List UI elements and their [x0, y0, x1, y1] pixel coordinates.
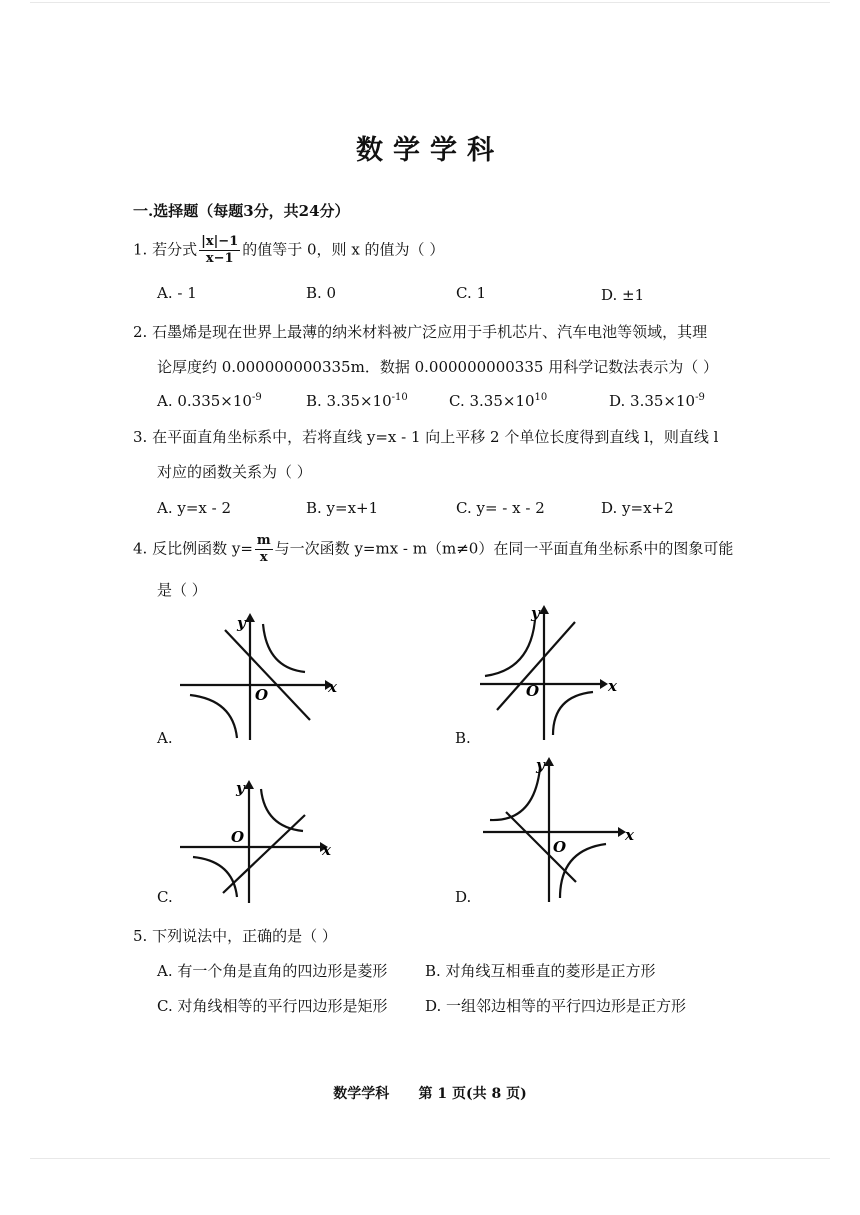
q1-option-c: C. 1 — [456, 284, 487, 302]
graph-d — [478, 750, 638, 905]
q1-prefix: 1. 若分式 — [133, 240, 198, 259]
graph-d-x-label: x — [625, 826, 634, 844]
q3-option-d: D. y=x+2 — [601, 499, 674, 517]
graph-d-hyperbola-branch-2 — [560, 844, 606, 898]
q5-option-d: D. 一组邻边相等的平行四边形是正方形 — [425, 997, 687, 1015]
q1-suffix: 的值等于 0，则 x 的值为（ ） — [242, 240, 445, 259]
graph-b-hyperbola-branch-1 — [485, 620, 535, 676]
page-title: 数学学科 — [356, 135, 504, 166]
q2-option-d-exp: -9 — [695, 392, 705, 403]
graph-d-origin-label: O — [553, 838, 567, 856]
top-rule — [30, 2, 830, 3]
q5-option-a: A. 有一个角是直角的四边形是菱形 — [157, 962, 388, 980]
graph-b-y-label: y — [531, 604, 540, 622]
q1-fraction — [199, 234, 240, 267]
graph-b-x-label: x — [608, 677, 617, 695]
graph-c-origin-label: O — [231, 828, 245, 846]
q2-option-b-base: B. 3.35×10 — [306, 392, 392, 410]
graph-a — [175, 610, 335, 745]
bottom-rule — [30, 1158, 830, 1159]
graph-c-hyperbola-branch-2 — [193, 857, 237, 897]
q1-frac-numerator: |x|−1 — [201, 234, 239, 249]
q1-option-b: B. 0 — [306, 284, 337, 302]
graph-b-x-arrow-icon — [600, 679, 608, 689]
q4-fraction — [255, 533, 273, 566]
question-5-stem: 5. 下列说法中，正确的是（ ） — [133, 927, 337, 945]
question-1-stem — [133, 234, 444, 267]
q4-prefix: 4. 反比例函数 y= — [133, 539, 253, 558]
graph-a-y-label: y — [237, 614, 246, 632]
question-4-line1 — [133, 533, 733, 566]
q2-option-d — [609, 392, 705, 410]
graph-b-origin-label: O — [526, 682, 540, 700]
graph-a-y-arrow-icon — [245, 613, 255, 622]
q3-option-c: C. y= - x - 2 — [456, 499, 545, 517]
q1-frac-denominator: x−1 — [205, 251, 234, 266]
q5-option-c: C. 对角线相等的平行四边形是矩形 — [157, 997, 388, 1015]
graph-b-y-arrow-icon — [539, 605, 549, 614]
q2-option-a-base: A. 0.335×10 — [157, 392, 252, 410]
q4-suffix: 与一次函数 y=mx - m（m≠0）在同一平面直角坐标系中的图象可能 — [274, 539, 734, 558]
graph-c-x-label: x — [322, 841, 331, 859]
graph-c — [175, 775, 335, 905]
q2-option-c — [449, 392, 547, 410]
graph-a-x-label: x — [328, 678, 337, 696]
graph-a-hyperbola-branch-1 — [263, 624, 305, 672]
q2-option-b — [306, 392, 408, 410]
graph-d-y-arrow-icon — [544, 757, 554, 766]
question-3-line2: 对应的函数关系为（ ） — [157, 463, 312, 481]
graph-c-line — [223, 815, 305, 893]
graph-d-label: D. — [455, 888, 472, 906]
q2-option-a-exp: -9 — [251, 392, 262, 403]
q2-option-a — [157, 392, 262, 410]
page-footer: 数学学科 第 1 页(共 8 页) — [333, 1086, 527, 1102]
graph-c-label: C. — [157, 888, 173, 906]
graph-d-hyperbola-branch-1 — [490, 768, 540, 820]
q2-option-c-exp: 10 — [534, 392, 548, 403]
q3-option-b: B. y=x+1 — [306, 499, 379, 517]
graph-c-y-arrow-icon — [244, 780, 254, 789]
question-2-line1: 2. 石墨烯是现在世界上最薄的纳米材料被广泛应用于手机芯片、汽车电池等领域，其理 — [133, 323, 708, 341]
graph-b — [475, 600, 620, 745]
q4-frac-denominator: x — [259, 550, 268, 565]
question-2-line2: 论厚度约 0.000000000335m．数据 0.000000000335 用科学记数法表示为（ ） — [157, 358, 718, 376]
graph-c-y-label: y — [236, 779, 245, 797]
q4-frac-numerator: m — [256, 533, 271, 548]
q3-option-a: A. y=x - 2 — [157, 499, 232, 517]
q5-option-b: B. 对角线互相垂直的菱形是正方形 — [425, 962, 656, 980]
q2-option-c-base: C. 3.35×10 — [449, 392, 535, 410]
question-4-line2: 是（ ） — [157, 581, 207, 599]
q2-option-d-base: D. 3.35×10 — [609, 392, 696, 410]
q2-option-b-exp: -10 — [391, 392, 408, 403]
section-heading: 一.选择题（每题3分，共24分） — [133, 202, 350, 220]
graph-a-origin-label: O — [255, 686, 269, 704]
graph-b-hyperbola-branch-2 — [553, 692, 593, 735]
graph-a-hyperbola-branch-2 — [190, 695, 237, 738]
graph-d-y-label: y — [536, 756, 545, 774]
q1-option-d: D. ±1 — [601, 286, 645, 304]
graph-c-hyperbola-branch-1 — [261, 789, 303, 831]
graph-a-label: A. — [157, 729, 173, 747]
question-3-line1: 3. 在平面直角坐标系中，若将直线 y=x - 1 向上平移 2 个单位长度得到直线 l，则直线 l — [133, 428, 719, 446]
graph-b-label: B. — [455, 729, 471, 747]
q1-option-a: A. - 1 — [157, 284, 197, 302]
